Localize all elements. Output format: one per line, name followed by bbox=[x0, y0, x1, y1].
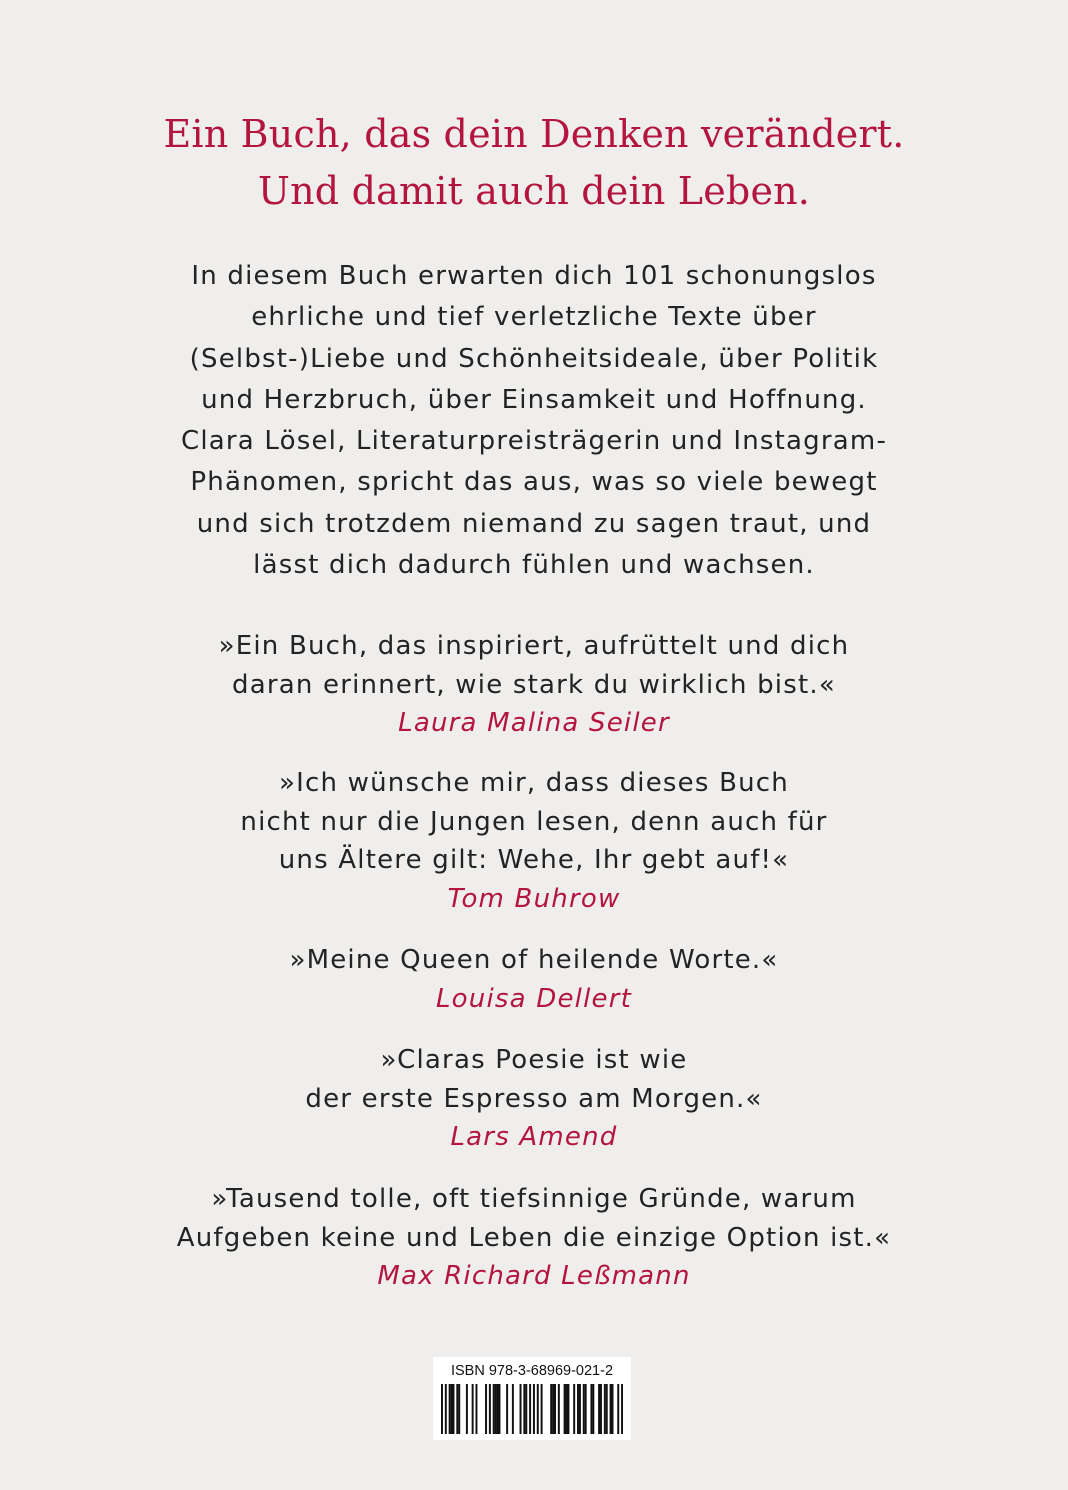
barcode-bar bbox=[472, 1384, 474, 1434]
quote-line: »Claras Poesie ist wie bbox=[380, 1045, 688, 1075]
barcode-bar bbox=[441, 1384, 443, 1434]
testimonial bbox=[0, 941, 1068, 1018]
quote-line: daran erinnert, wie stark du wirklich bist.« bbox=[232, 669, 836, 700]
barcode-bar bbox=[520, 1384, 522, 1434]
barcode-bar bbox=[529, 1384, 531, 1434]
headline-line: Und damit auch dein Leben. bbox=[257, 169, 811, 213]
blurb-text bbox=[0, 256, 1068, 586]
quote-author: Laura Malina Seiler bbox=[398, 708, 670, 739]
testimonial bbox=[0, 1180, 1068, 1296]
blurb-line: Clara Lösel, Literaturpreisträgerin und Instagram- bbox=[180, 426, 888, 457]
barcode-bar bbox=[566, 1384, 568, 1434]
quote-line: Aufgeben keine und Leben die einzige Option ist.« bbox=[176, 1222, 892, 1253]
barcode-bar bbox=[541, 1384, 543, 1434]
blurb-line: In diesem Buch erwarten dich 101 schonungslos bbox=[191, 261, 877, 291]
barcode-bar bbox=[564, 1384, 566, 1434]
testimonial bbox=[0, 627, 1068, 743]
barcode-bar bbox=[456, 1384, 458, 1434]
barcode-bar bbox=[475, 1384, 477, 1434]
barcode-bar bbox=[612, 1384, 614, 1434]
barcode-bar bbox=[445, 1384, 447, 1434]
isbn-label: ISBN 978-3-68969-021-2 bbox=[450, 1363, 614, 1379]
blurb-line: (Selbst-)Liebe und Schönheitsideale, über Politik bbox=[189, 343, 879, 374]
barcode-bar bbox=[537, 1384, 539, 1434]
testimonial bbox=[0, 764, 1068, 919]
blurb-line: und Herzbruch, über Einsamkeit und Hoffnung. bbox=[201, 384, 867, 415]
quote-line: nicht nur die Jungen lesen, denn auch für bbox=[240, 806, 828, 837]
quote-line: der erste Espresso am Morgen.« bbox=[305, 1083, 763, 1114]
barcode-bar bbox=[533, 1384, 535, 1434]
barcode-bar bbox=[466, 1384, 468, 1434]
barcode-bar bbox=[610, 1384, 612, 1434]
barcode-bar bbox=[621, 1384, 623, 1434]
quote-line: uns Ältere gilt: Wehe, Ihr gebt auf!« bbox=[278, 845, 790, 876]
barcode-bar bbox=[451, 1384, 453, 1434]
quote-line: »Ich wünsche mir, dass dieses Buch bbox=[279, 768, 789, 798]
barcode-bar bbox=[489, 1384, 491, 1434]
quote-line: »Ein Buch, das inspiriert, aufrüttelt und dich bbox=[218, 631, 850, 661]
barcode-bar bbox=[592, 1384, 594, 1434]
barcode-bar bbox=[558, 1384, 560, 1434]
barcode-bar bbox=[458, 1384, 460, 1434]
quote-line: »Tausend tolle, oft tiefsinnige Gründe, warum bbox=[211, 1184, 857, 1214]
barcode-bar bbox=[573, 1384, 575, 1434]
blurb-line: ehrliche und tief verletzliche Texte über bbox=[251, 302, 817, 333]
barcode-bar bbox=[577, 1384, 579, 1434]
barcode-bar bbox=[550, 1384, 552, 1434]
barcode-bar bbox=[495, 1384, 497, 1434]
barcode-bar bbox=[523, 1384, 525, 1434]
barcode-bar bbox=[579, 1384, 581, 1434]
quote-author: Tom Buhrow bbox=[447, 884, 621, 915]
blurb-line: und sich trotzdem niemand zu sagen traut, und bbox=[196, 508, 872, 539]
barcode-bar bbox=[498, 1384, 500, 1434]
barcode-bars bbox=[441, 1384, 623, 1434]
quote-author: Louisa Dellert bbox=[436, 983, 632, 1014]
barcode-bar bbox=[583, 1384, 585, 1434]
barcode-bar bbox=[452, 1384, 454, 1434]
barcode-bar bbox=[567, 1384, 569, 1434]
barcode-bar bbox=[552, 1384, 554, 1434]
quote-line: »Meine Queen of heilende Worte.« bbox=[289, 945, 779, 975]
quote-author: Max Richard Leßmann bbox=[377, 1261, 691, 1292]
barcode-bar bbox=[600, 1384, 602, 1434]
barcode-bar bbox=[485, 1384, 487, 1434]
barcode-bar bbox=[590, 1384, 592, 1434]
blurb-line: lässt dich dadurch fühlen und wachsen. bbox=[253, 550, 815, 581]
barcode-bar bbox=[617, 1384, 619, 1434]
barcode-bar bbox=[604, 1384, 606, 1434]
barcode-bar bbox=[525, 1384, 527, 1434]
blurb-line: Phänomen, spricht das aus, was so viele bewegt bbox=[190, 467, 878, 498]
barcode-bar bbox=[585, 1384, 587, 1434]
quote-author: Lars Amend bbox=[450, 1122, 618, 1153]
testimonial bbox=[0, 1041, 1068, 1157]
isbn-barcode bbox=[433, 1357, 631, 1440]
barcode-bar bbox=[554, 1384, 556, 1434]
headline-line: Ein Buch, das dein Denken verändert. bbox=[163, 112, 905, 156]
barcode-bar bbox=[449, 1384, 451, 1434]
barcode-bar bbox=[606, 1384, 608, 1434]
barcode-bar bbox=[506, 1384, 508, 1434]
barcode-bar bbox=[493, 1384, 495, 1434]
barcode-bar bbox=[497, 1384, 499, 1434]
barcode-bar bbox=[512, 1384, 514, 1434]
barcode-bar bbox=[598, 1384, 600, 1434]
headline bbox=[0, 106, 1068, 220]
